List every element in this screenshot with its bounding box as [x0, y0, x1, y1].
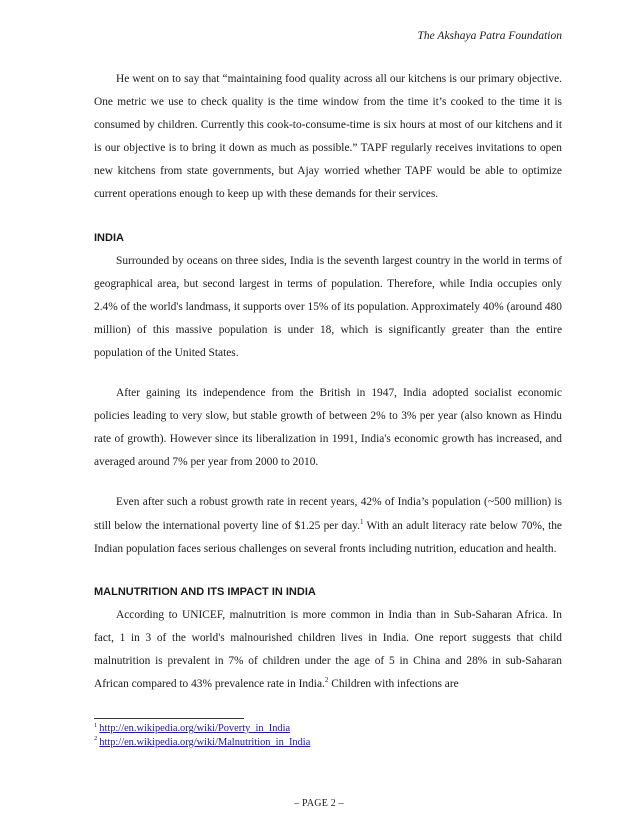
- paragraph-text: According to UNICEF, malnutrition is more common in India than in Sub-Saharan Africa. In fact, 1 in 3 of the world's malnourished children lives in India. One report suggests that child malnutrition is prevalent in 7% of children under the age of 5 in China and 28% in sub-Saharan African compared to 43% prevalence rate in India.: [94, 608, 562, 690]
- paragraph-quality-objective: He went on to say that “maintaining food quality across all our kitchens is our primary objective. One metric we use to check quality is the time window from the time it’s cooked to the time it is consumed by children. Currently this cook-to-consume-time is six hours at most of our kitchens and it is our objective is to bring it down as much as possible.” TAPF regularly receives invitations to open new kitchens from state governments, but Ajay worried whether TAPF would be able to optimize current operations enough to keep up with these demands for their services.: [94, 73, 562, 201]
- footnote-number: 2: [94, 735, 98, 743]
- footnote-number: 1: [94, 721, 98, 729]
- paragraph-india-geography: Surrounded by oceans on three sides, India is the seventh largest country in the world in terms of geographical area, but second largest in terms of population. Therefore, while India occupies only 2.4% of the world's landmass, it supports over 15% of its population. Approximately 40% (around 480 million) of this massive population is under 18, which is significantly greater than the entire population of the United States.: [94, 254, 562, 359]
- footnote-reference[interactable]: 2: [324, 676, 329, 685]
- paragraph-india-poverty: [94, 491, 562, 560]
- paragraph-text: Children with infections are: [328, 677, 459, 690]
- footnote-divider: [94, 718, 244, 719]
- section-heading-india: INDIA: [94, 231, 124, 244]
- paragraph-text: With an adult literacy rate below 70%, the Indian population faces serious challenges on several fronts including nutrition, education and health.: [94, 519, 562, 555]
- footnote-2: [94, 736, 562, 750]
- footnote-link-poverty[interactable]: http://en.wikipedia.org/wiki/Poverty_in_India: [99, 723, 291, 734]
- body-content: [94, 68, 562, 696]
- section-heading-malnutrition: MALNUTRITION AND ITS IMPACT IN INDIA: [94, 585, 316, 598]
- running-header: The Akshaya Patra Foundation: [417, 30, 562, 42]
- footnote-reference[interactable]: 1: [359, 517, 364, 526]
- paragraph-india-economy: After gaining its independence from the British in 1947, India adopted socialist economic policies leading to very slow, but stable growth of between 2% to 3% per year (also known as Hindu rate of growth). However since its liberalization in 1991, India's economic growth has increased, and averaged around 7% per year from 2000 to 2010.: [94, 387, 562, 469]
- paragraph-text: Even after such a robust growth rate in recent years, 42% of India’s population (~500 million) is still below the international poverty line of $1.25 per day.: [94, 496, 562, 532]
- footnote-link-malnutrition[interactable]: http://en.wikipedia.org/wiki/Malnutrition_in_India: [99, 736, 311, 748]
- footnote-1: [94, 722, 562, 736]
- page-number: – PAGE 2 –: [294, 798, 344, 809]
- footnotes-section: [94, 718, 562, 749]
- paragraph-malnutrition: [94, 604, 562, 696]
